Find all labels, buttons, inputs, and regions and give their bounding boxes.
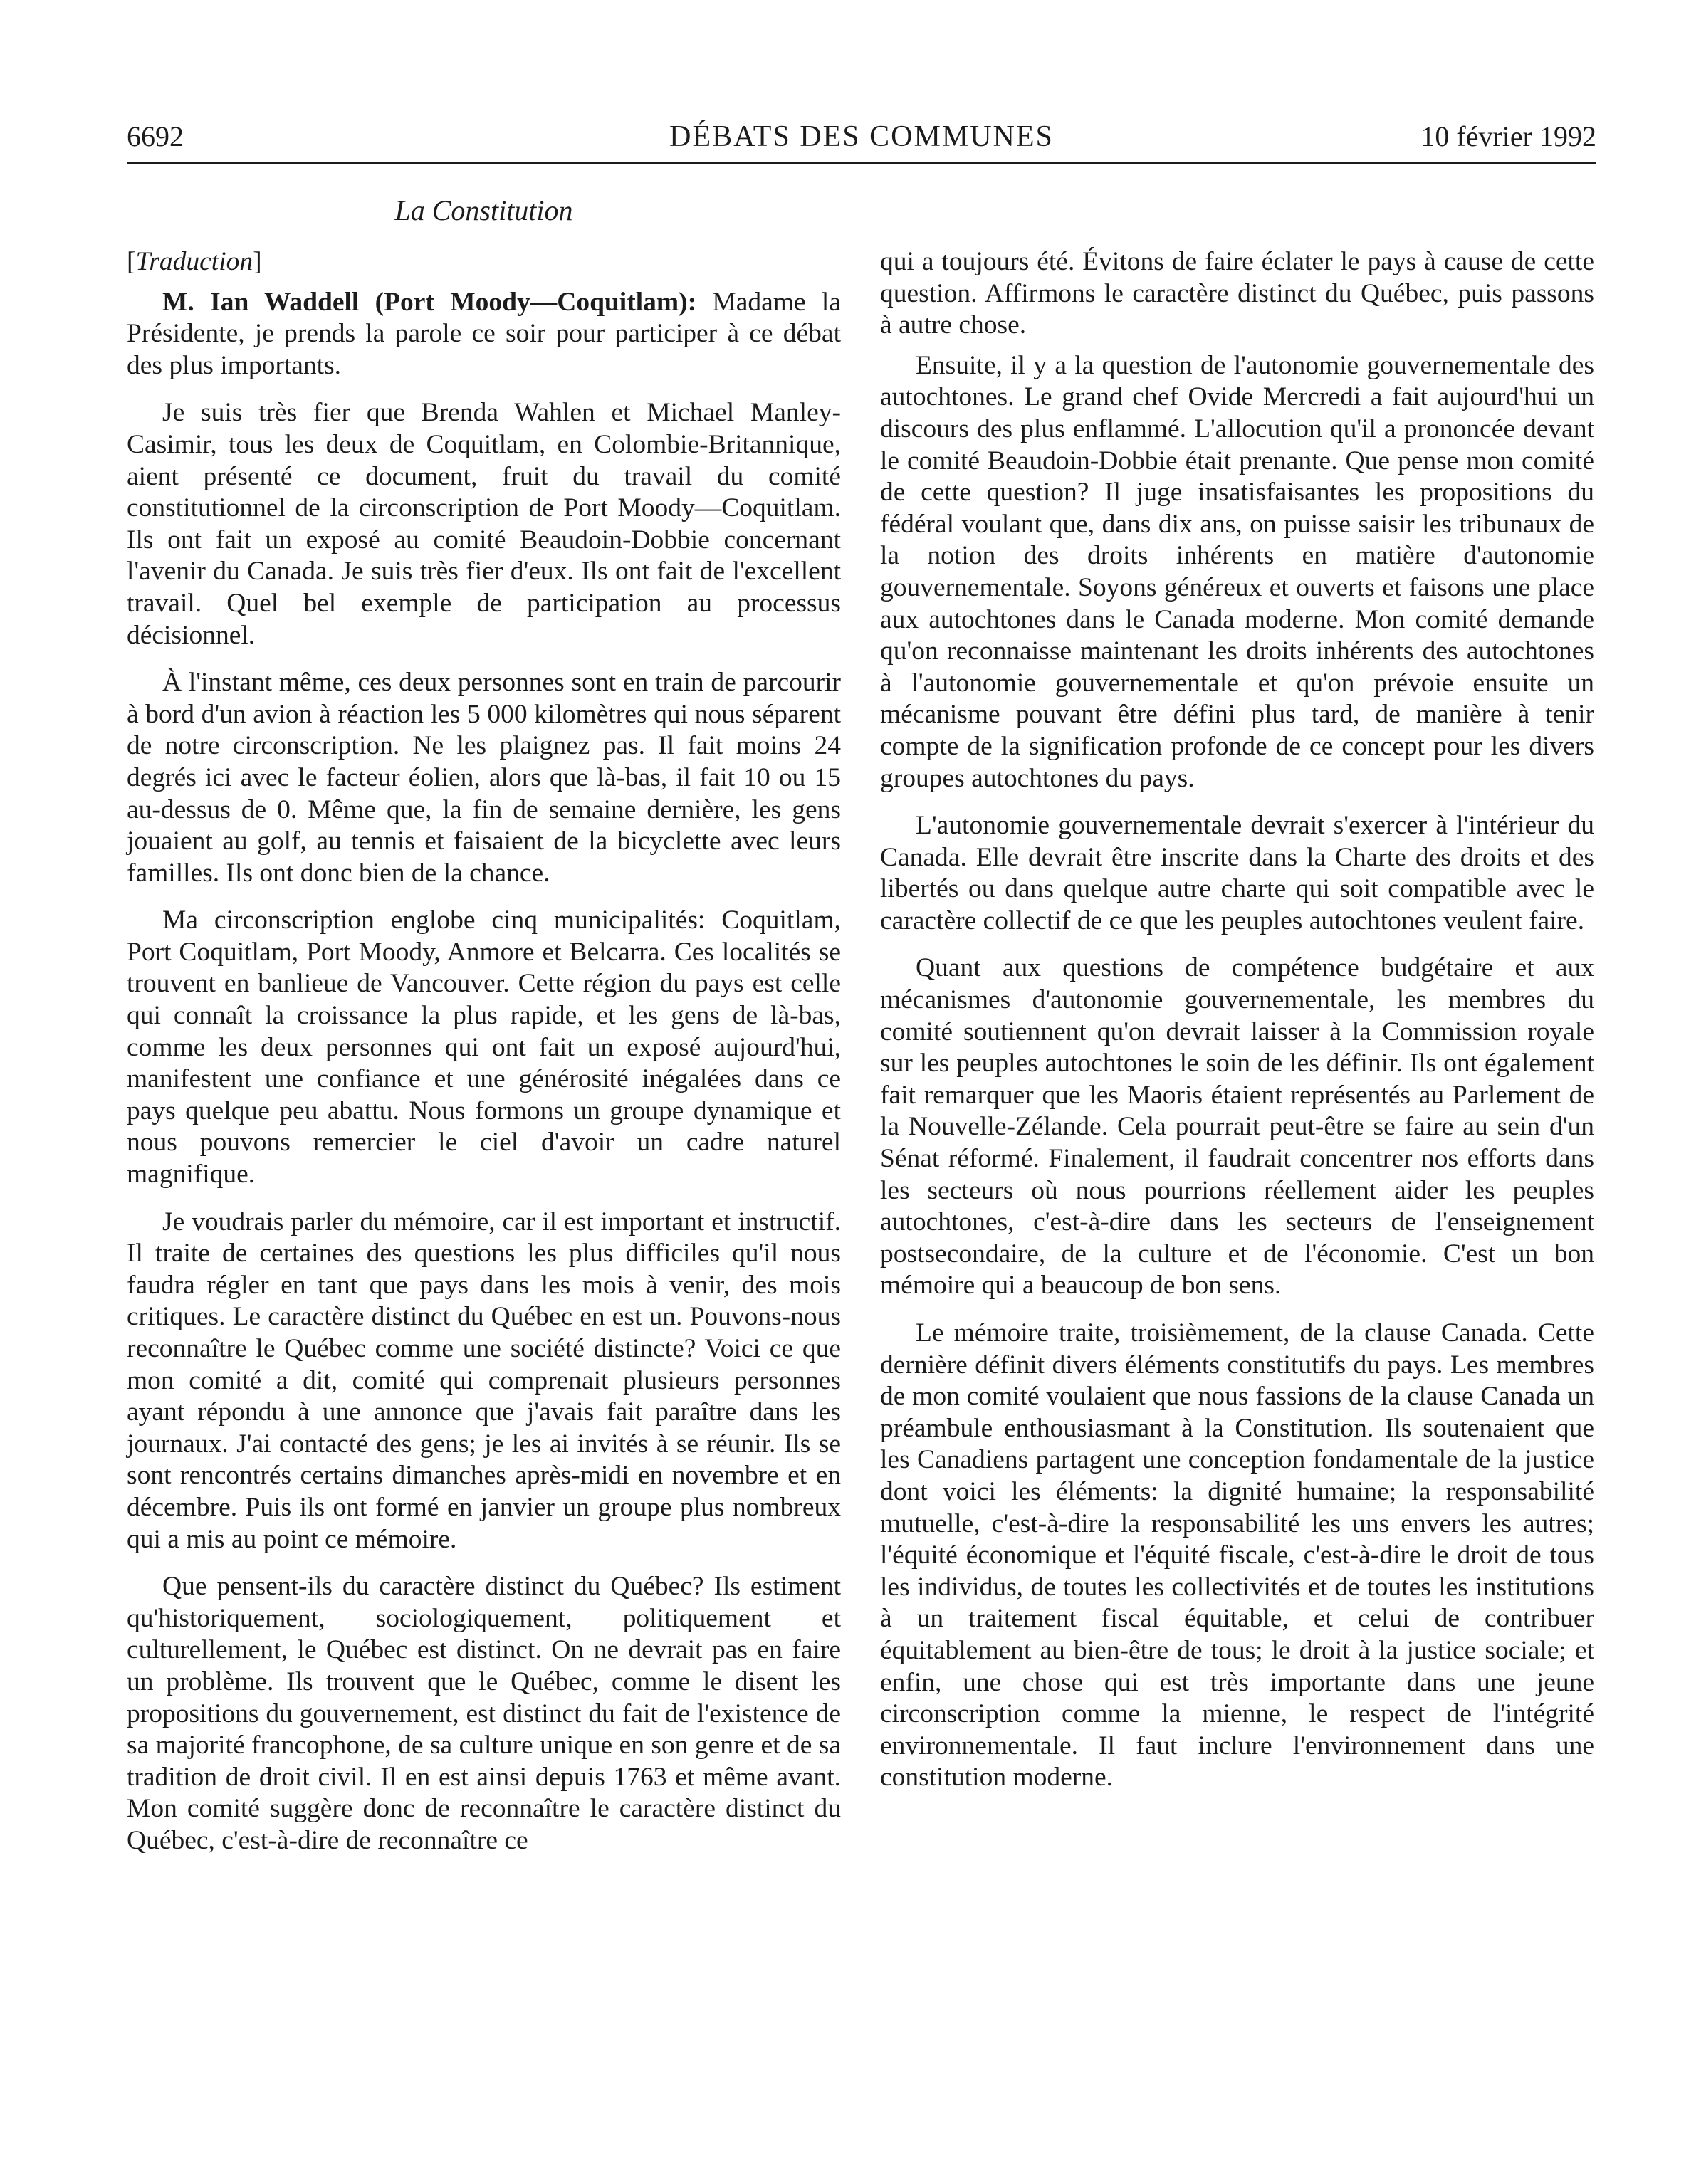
journal-title: DÉBATS DES COMMUNES [669,120,1054,153]
paragraph: À l'instant même, ces deux personnes sont en train de parcourir à bord d'un avion à réaction les 5 000 kilomètres qui nous séparent de notre circonscription. Ne les plaignez pas. Il fait moins 24 degrés ici avec le facteur éolien, alors que là-bas, il fait 10 ou 15 au-dessus de 0. Même que, la fin de semaine dernière, les gens jouaient au golf, au tennis et faisaient de la bicyclette avec leurs familles. Ils ont donc bien de la chance. [127,668,841,888]
paragraph: Je voudrais parler du mémoire, car il est important et instructif. Il traite de certaines des questions les plus difficiles qu'il nous faudra régler en tant que pays dans les mois à venir, des mois critiques. Le caractère distinct du Québec en est un. Pouvons-nous reconnaître le Québec comme une société distincte? Voici ce que mon comité a dit, comité qui comprenait plusieurs personnes ayant répondu à une annonce que j'avais fait paraître dans les journaux. J'ai contacté des gens; je les ai invités à se réunir. Ils se sont rencontrés certains dimanches après-midi en novembre et en décembre. Puis ils ont formé en janvier un groupe plus nombreux qui a mis au point ce mémoire. [127,1207,841,1554]
continued-paragraph: qui a toujours été. Évitons de faire éclater le pays à cause de cette question. Affirmons le caractère distinct du Québec, puis passons à autre chose. [880,247,1594,340]
page-number: 6692 [127,120,184,152]
translation-open-bracket: [ [127,247,136,276]
paragraph: Que pensent-ils du caractère distinct du Québec? Ils estiment qu'historiquement, sociologiquement, politiquement et culturellement, le Québec est distinct. On ne devrait pas en faire un problème. Ils trouvent que le Québec, comme le disent les propositions du gouvernement, est distinct du fait de l'existence de sa majorité francophone, de sa culture unique en son genre et de sa tradition de droit civil. Il en est ainsi depuis 1763 et même avant. Mon comité suggère donc de reconnaître le caractère distinct du Québec, c'est-à-dire de reconnaître ce [127,1572,841,1855]
paragraph: Je suis très fier que Brenda Wahlen et Michael Manley-Casimir, tous les deux de Coquitlam, en Colombie-Britannique, aient présenté ce document, fruit du travail du comité constitutionnel de la circonscription de Port Moody—Coquitlam. Ils ont fait un exposé au comité Beaudoin-Dobbie concernant l'avenir du Canada. Je suis très fier d'eux. Ils ont fait de l'excellent travail. Quel bel exemple de participation au processus décisionnel. [127,398,841,650]
translation-label: Traduction [135,247,253,276]
left-column [127,246,841,1873]
section-title: La Constitution [394,194,573,226]
issue-date: 10 février 1992 [1420,120,1596,152]
right-column [880,246,1594,1810]
paragraph: Ma circonscription englobe cinq municipalités: Coquitlam, Port Coquitlam, Port Moody, Anmore et Belcarra. Ces localités se trouvent en banlieue de Vancouver. Cette région du pays est celle qui connaît la croissance la plus rapide, et les gens de là-bas, comme les deux personnes qui ont fait un exposé aujourd'hui, manifestent une confiance et une générosité inégalées dans ce pays quelque peu abattu. Nous formons un groupe dynamique et nous pouvons remercier le ciel d'avoir un cadre naturel magnifique. [127,905,841,1190]
translation-note [127,246,841,278]
paragraph: Quant aux questions de compétence budgétaire et aux mécanismes d'autonomie gouvernementale, les membres du comité soutiennent qu'on devrait laisser à la Commission royale sur les peuples autochtones le soin de les définir. Ils ont également fait remarquer que les Maoris étaient représentés au Parlement de la Nouvelle-Zélande. Cela pourrait peut-être se faire au sein d'un Sénat réformé. Finalement, il faudrait concentrer nos efforts dans les secteurs où nous pourrions réellement aider les peuples autochtones, c'est-à-dire dans les secteurs de l'enseignement postsecondaire, de la culture et de l'économie. C'est un bon mémoire qui a beaucoup de bon sens. [880,953,1594,1301]
speaker-text: Madame la Présidente, je prends la parole ce soir pour participer à ce débat des plus importants. [127,287,841,380]
speaker-paragraph [127,287,841,382]
speaker-name: M. Ian Waddell (Port Moody—Coquitlam): [162,287,697,317]
paragraph: Le mémoire traite, troisièmement, de la clause Canada. Cette dernière définit divers éléments constitutifs du pays. Les membres de mon comité voulaient que nous fassions de la clause Canada un préambule enthousiasmant à la Constitution. Ils soutenaient que les Canadiens partagent une conception fondamentale de la justice dont voici les éléments: la dignité humaine; la responsabilité mutuelle, c'est-à-dire la responsabilité les uns envers les autres; l'équité économique et l'équité fiscale, c'est-à-dire le droit de tous les individus, de toutes les collectivités et de toutes les institutions à un traitement fiscal équitable, et celui de contribuer équitablement au bien-être de tous; le droit à la justice sociale; et enfin, une chose qui est très importante dans une jeune circonscription comme la mienne, le respect de l'intégrité environnementale. Il faut inclure l'environnement dans une constitution moderne. [880,1318,1594,1792]
paragraph: L'autonomie gouvernementale devrait s'exercer à l'intérieur du Canada. Elle devrait être inscrite dans la Charte des droits et des libertés ou dans quelque autre charte qui soit compatible avec le caractère collectif de ce que les peuples autochtones veulent faire. [880,811,1594,935]
translation-close-bracket: ] [253,247,262,276]
paragraph: Ensuite, il y a la question de l'autonomie gouvernementale des autochtones. Le grand chef Ovide Mercredi a fait aujourd'hui un discours des plus enflammé. L'allocution qu'il a prononcée devant le comité Beaudoin-Dobbie était prenante. Que pense mon comité de cette question? Il juge insatisfaisantes les propositions du fédéral voulant que, dans dix ans, on puisse saisir les tribunaux de la notion des droits inhérents en matière d'autonomie gouvernementale. Soyons généreux et ouverts et faisons une place aux autochtones dans le Canada moderne. Mon comité demande qu'on reconnaisse maintenant les droits inhérents des autochtones à l'autonomie gouvernementale et qu'on prévoie ensuite un mécanisme pouvant être défini plus tard, de manière à tenir compte de la signification profonde de ce concept pour les divers groupes autochtones du pays. [880,350,1594,793]
running-head [127,120,1596,164]
